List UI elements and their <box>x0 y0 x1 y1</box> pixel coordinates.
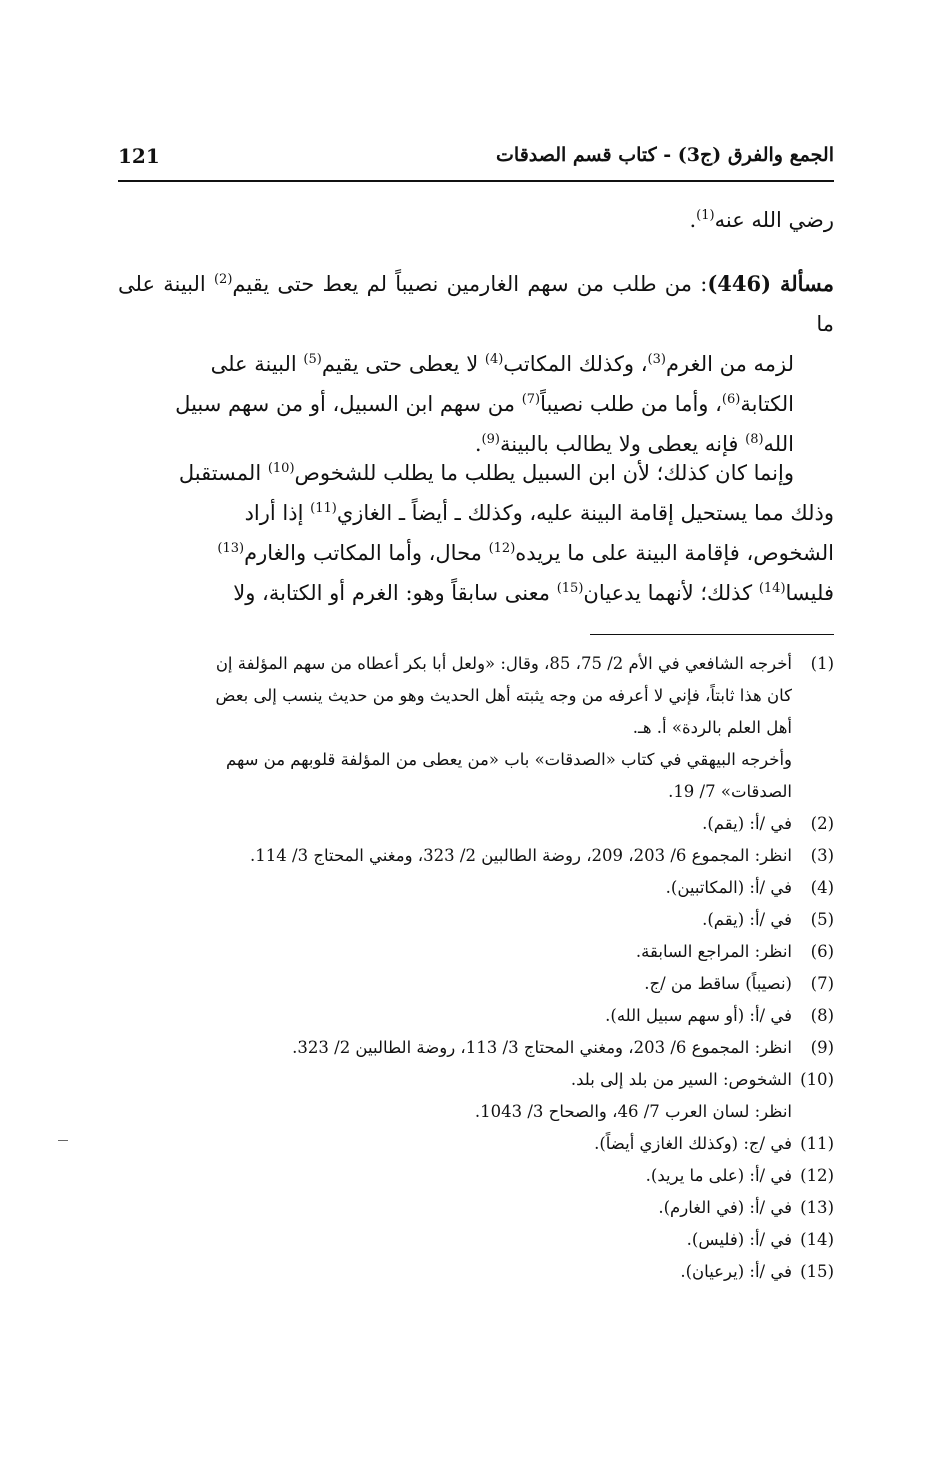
footnote-text: في /أ: (يقم). <box>702 814 792 833</box>
para-text: محال، وأما المكاتب والغارم <box>244 541 489 565</box>
footnote-number: (13) <box>800 1198 834 1217</box>
footnote-text: انظر: المراجع السابقة. <box>635 942 792 961</box>
footnote-ref: (15) <box>556 581 584 596</box>
issue-text: الكتابة <box>740 392 794 416</box>
footnote-number: (1) <box>810 654 834 673</box>
footnote-ref: (2) <box>213 272 233 287</box>
text-line <box>118 573 834 613</box>
footnote-text: انظر: المجموع 6/ 203، 209، روضة الطالبين 2/ 323، ومغني المحتاج 3/ 114. <box>250 846 792 865</box>
text-line <box>118 493 834 533</box>
footnote-text: (نصيباً) ساقط من /ج. <box>644 974 792 993</box>
issue-text: لزمه من الغرم <box>665 352 794 376</box>
issue-text: : من طلب من سهم الغارمين نصيباً لم يعط حتى يقيم <box>232 272 708 296</box>
footnote <box>118 1224 834 1256</box>
footnote-text: كان هذا ثابتاً، فإني لا أعرفه من وجه يثبته أهل الحديث وهو من حديث ينسب إلى بعض <box>215 686 792 705</box>
text-line <box>118 384 834 424</box>
footnote <box>118 904 834 936</box>
footnote-number: (8) <box>810 1006 834 1025</box>
footnote-number: (10) <box>800 1070 834 1089</box>
footnote-ref: (7) <box>521 392 541 407</box>
footnote-ref: (9) <box>481 432 500 447</box>
footnote <box>118 1064 834 1128</box>
footnote-text: في /أ: (في الغارم). <box>658 1198 792 1217</box>
footnote-text: انظر: لسان العرب 7/ 46، والصحاح 3/ 1043. <box>474 1102 792 1121</box>
para-text: وذلك مما يستحيل إقامة البينة عليه، وكذلك ـ أيضاً ـ الغازي <box>336 501 834 525</box>
footnote-text: وأخرجه البيهقي في كتاب «الصدقات» باب «من يعطى من المؤلفة قلوبهم من سهم <box>225 750 792 769</box>
footnote-ref: (14) <box>758 581 786 596</box>
text-line <box>118 264 834 344</box>
footnote-text: أخرجه الشافعي في الأم 2/ 75، 85، وقال: «ولعل أبا بكر أعطاه من سهم المؤلفة إن <box>215 654 792 673</box>
footnote-ref: (4) <box>484 352 504 367</box>
footnote <box>118 648 834 808</box>
footnote <box>118 1256 834 1288</box>
text-line <box>118 453 834 493</box>
footnote-number: (4) <box>810 878 834 897</box>
scan-mark <box>58 1140 68 1141</box>
footnote-ref: (5) <box>303 352 322 367</box>
footnote-ref: (3) <box>647 352 666 367</box>
footnote-text: في /ج: (وكذلك الغازي أيضاً). <box>594 1134 792 1153</box>
issue-text: لا يعطى حتى يقيم <box>321 352 485 376</box>
issue-text: ، وأما من طلب نصيباً <box>540 392 722 416</box>
issue-text: من سهم ابن السبيل، أو من سهم سبيل <box>175 392 522 416</box>
footnote-number: (12) <box>800 1166 834 1185</box>
footnote-ref: (10) <box>267 461 295 476</box>
footnote-text: الشخوص: السير من بلد إلى بلد. <box>570 1070 792 1089</box>
issue-text: فإنه يعطى ولا يطالب بالبينة <box>499 432 746 456</box>
text-line <box>118 344 834 384</box>
footnote <box>118 968 834 1000</box>
footnote <box>118 1192 834 1224</box>
footnote-separator <box>590 634 834 635</box>
footnote-ref: (13) <box>217 541 245 556</box>
footnote-number: (14) <box>800 1230 834 1249</box>
footnote <box>118 1160 834 1192</box>
para-text: إذا أراد <box>244 501 311 525</box>
para-text: فليسا <box>785 581 834 605</box>
opening-text: رضي الله عنه <box>714 208 834 232</box>
footnote-number: (5) <box>810 910 834 929</box>
footnote <box>118 1000 834 1032</box>
footnote-text: في /أ: (المكاتبين). <box>665 878 792 897</box>
footnote-number: (6) <box>810 942 834 961</box>
issue-text: ، وكذلك المكاتب <box>503 352 648 376</box>
footnote-ref: (1) <box>696 208 715 223</box>
explanation-paragraph <box>118 453 834 613</box>
footnote-number: (2) <box>810 814 834 833</box>
footnote-number: (11) <box>800 1134 834 1153</box>
footnote-ref: (11) <box>310 501 337 516</box>
footnotes <box>118 648 834 1288</box>
opening-line <box>118 200 834 240</box>
para-text: وإنما كان كذلك؛ لأن ابن السبيل يطلب ما يطلب للشخوص <box>294 461 794 485</box>
para-text: معنى سابقاً وهو: الغرم أو الكتابة، ولا <box>233 581 557 605</box>
footnote-ref: (12) <box>488 541 516 556</box>
issue-text: البينة على <box>210 352 304 376</box>
header-title: الجمع والفرق (ج3) - كتاب قسم الصدقات <box>496 144 834 166</box>
para-text: كذلك؛ لأنهما يدعيان <box>583 581 759 605</box>
footnote <box>118 840 834 872</box>
footnote-number: (9) <box>810 1038 834 1057</box>
running-header <box>118 140 834 182</box>
footnote-ref: (8) <box>745 432 764 447</box>
issue-text: . <box>474 432 482 456</box>
footnote-number: (15) <box>800 1262 834 1281</box>
para-text: الشخوص، فإقامة البينة على ما يريده <box>515 541 834 565</box>
issue-text: البينة على ما <box>118 272 834 336</box>
opening-end: . <box>689 208 697 232</box>
footnote-text: في /أ: (على ما يريد). <box>645 1166 792 1185</box>
footnote <box>118 872 834 904</box>
footnote-text: في /أ: (يقم). <box>702 910 792 929</box>
footnote-text: الصدقات» 7/ 19. <box>668 782 792 801</box>
footnote <box>118 1032 834 1064</box>
issue-label: مسألة (446) <box>707 271 834 296</box>
footnote <box>118 808 834 840</box>
page-number: 121 <box>118 144 160 168</box>
footnote-ref: (6) <box>721 392 741 407</box>
issue-paragraph <box>118 264 834 464</box>
footnote <box>118 1128 834 1160</box>
footnote-number: (7) <box>810 974 834 993</box>
issue-text: الله <box>763 432 794 456</box>
para-text: المستقبل <box>178 461 268 485</box>
footnote-number: (3) <box>810 846 834 865</box>
footnote-text: في /أ: (أو سهم سبيل الله). <box>605 1006 792 1025</box>
footnote-text: في /أ: (يرعيان). <box>680 1262 792 1281</box>
footnote-text: أهل العلم بالردة» أ. هـ. <box>632 718 792 737</box>
footnote <box>118 936 834 968</box>
footnote-text: في /أ: (فليس). <box>686 1230 792 1249</box>
text-line <box>118 533 834 573</box>
footnote-text: انظر: المجموع 6/ 203، ومغني المحتاج 3/ 113، روضة الطالبين 2/ 323. <box>292 1038 792 1057</box>
